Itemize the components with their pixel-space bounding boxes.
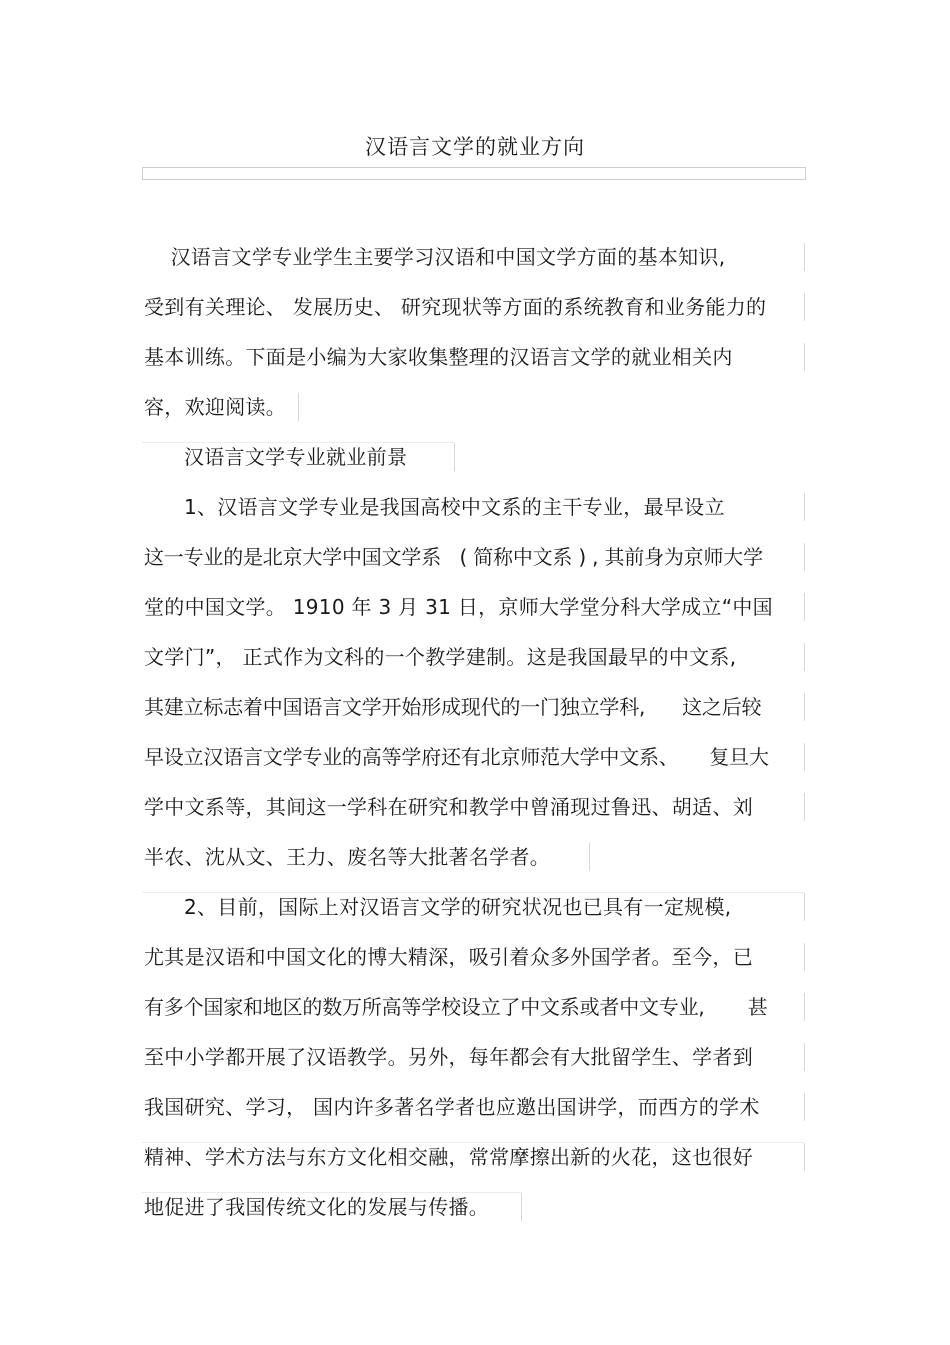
- line-end-guide: [804, 993, 805, 1021]
- line-end-guide: [298, 393, 299, 421]
- line-end-guide: [589, 843, 590, 871]
- line-end-guide: [804, 1093, 805, 1121]
- paragraph-4-line-4: 至中小学都开展了汉语教学。另外，每年都会有大批留学生、学者到: [144, 1045, 753, 1069]
- line-end-guide: [804, 643, 805, 671]
- line-end-guide: [454, 443, 455, 471]
- paragraph-4-line-7: 地促进了我国传统文化的发展与传播。: [144, 1195, 490, 1219]
- line-end-guide: [804, 943, 805, 971]
- line-end-guide: [804, 893, 805, 921]
- paragraph-3-line-6: 早设立汉语言文学专业的高等学府还有北京师范大学中文系、 复旦大: [144, 745, 769, 769]
- line-end-guide: [804, 1043, 805, 1071]
- line-end-guide: [804, 693, 805, 721]
- paragraph-3-line-1: 1、汉语言文学专业是我国高校中文系的主干专业，最早设立: [144, 495, 725, 519]
- paragraph-3-line-3: 堂的中国文学。 1910 年 3 月 31 日，京师大学堂分科大学成立“中国: [144, 595, 773, 619]
- paragraph-1-line-3: 基本训练。下面是小编为大家收集整理的汉语言文学的就业相关内: [144, 345, 733, 369]
- line-end-guide: [521, 1193, 522, 1221]
- line-end-guide: [804, 593, 805, 621]
- line-top-guide: [142, 1192, 521, 1193]
- line-end-guide: [804, 1143, 805, 1171]
- line-end-guide: [804, 243, 805, 271]
- paragraph-4-line-2: 尤其是汉语和中国文化的博大精深，吸引着众多外国学者。至今，已: [144, 945, 753, 969]
- line-end-guide: [804, 493, 805, 521]
- paragraph-4-line-3: 有多个国家和地区的数万所高等学校设立了中文系或者中文专业, 甚: [144, 995, 768, 1019]
- title-underline-box: [142, 167, 806, 180]
- paragraph-3-line-4: 文学门”， 正式作为文科的一个教学建制。这是我国最早的中文系,: [144, 645, 737, 669]
- paragraph-1-line-1: 汉语言文学专业学生主要学习汉语和中国文学方面的基本知识,: [144, 245, 726, 269]
- line-end-guide: [804, 343, 805, 371]
- line-top-guide: [142, 892, 804, 893]
- paragraph-3-line-5: 其建立标志着中国语言文学开始形成现代的一门独立学科, 这之后较: [144, 695, 762, 719]
- paragraph-1-line-4: 容，欢迎阅读。: [144, 395, 287, 419]
- line-end-guide: [804, 743, 805, 771]
- line-end-guide: [804, 793, 805, 821]
- line-top-guide: [142, 1142, 804, 1143]
- paragraph-1-line-2: 受到有关理论、 发展历史、 研究现状等方面的系统教育和业务能力的: [144, 295, 767, 319]
- paragraph-3-line-2: 这一专业的是北京大学中国文学系 ( 简称中文系 ) , 其前身为京师大学: [144, 545, 763, 569]
- line-top-guide: [142, 442, 454, 443]
- document-title: 汉语言文学的就业方向: [365, 135, 585, 159]
- line-end-guide: [804, 543, 805, 571]
- paragraph-3-line-8: 半农、沈从文、王力、废名等大批著名学者。: [144, 845, 550, 869]
- section-heading-employment-outlook: 汉语言文学专业就业前景: [144, 445, 408, 469]
- paragraph-4-line-1: 2、目前，国际上对汉语言文学的研究状况也已具有一定规模,: [144, 895, 732, 919]
- line-end-guide: [804, 293, 805, 321]
- paragraph-4-line-5: 我国研究、学习， 国内许多著名学者也应邀出国讲学，而西方的学术: [144, 1095, 760, 1119]
- paragraph-4-line-6: 精神、学术方法与东方文化相交融，常常摩擦出新的火花，这也很好: [144, 1145, 753, 1169]
- paragraph-3-line-7: 学中文系等，其间这一学科在研究和教学中曾涌现过鲁迅、胡适、刘: [144, 795, 753, 819]
